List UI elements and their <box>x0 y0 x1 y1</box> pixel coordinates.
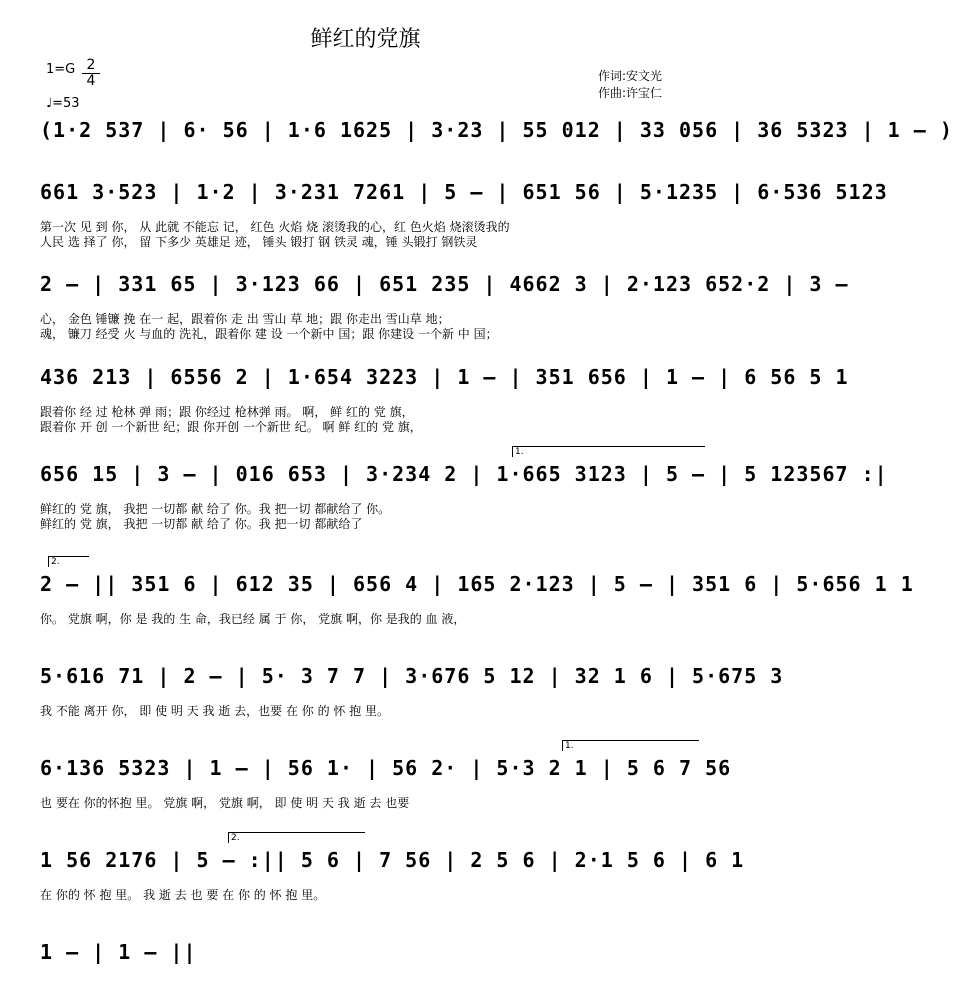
notation-line: 6·136 5323 | 1 — | 56 1· | 56 2· | 5·3 2 1 | 5 6 7 56 <box>40 756 732 780</box>
notation-line: 2 — || 351 6 | 612 35 | 656 4 | 165 2·123 | 5 — | 351 6 | 5·656 1 1 <box>40 572 914 596</box>
song-title: 鲜红的党旗 <box>310 27 421 52</box>
volta-1: 1. <box>562 740 699 751</box>
lyric-verse-1: 鲜红的 党 旗， 我把 一切都 献 给了 你。我 把一切 都献给了 你。 <box>40 502 391 516</box>
lyric-verse-1: 跟着你 经 过 枪林 弹 雨；跟 你经过 枪林弹 雨。 啊， 鲜 红的 党 旗， <box>40 405 414 419</box>
lyric-verse-2: 跟着你 开 创 一个新世 纪；跟 你开创 一个新世 纪。 啊 鲜 红的 党 旗， <box>40 420 422 434</box>
lyric-refrain: 你。 党旗 啊，你 是 我的 生 命，我已经 属 于 你， 党旗 啊，你 是我的 血 液， <box>40 612 466 626</box>
tempo-marking: ♩=53 <box>46 96 80 111</box>
time-signature <box>82 58 100 89</box>
notation-line: 1 — | 1 — || <box>40 940 197 964</box>
time-signature-top: 2 <box>86 57 96 73</box>
notation-line: 2 — | 331 65 | 3·123 66 | 651 235 | 4662 3 | 2·123 652·2 | 3 — <box>40 272 849 296</box>
lyric-verse-2: 魂， 镰刀 经受 火 与血的 洗礼，跟着你 建 设 一个新中 国；跟 你建设 一个新 中 国； <box>40 327 498 341</box>
lyric-refrain: 也 要在 你的怀抱 里。 党旗 啊， 党旗 啊， 即 使 明 天 我 逝 去 也要 <box>40 796 410 810</box>
key-signature-block <box>46 57 96 111</box>
key-signature: 1=G <box>46 62 76 77</box>
notation-line: (1·2 537 | 6· 56 | 1·6 1625 | 3·23 | 55 012 | 33 056 | 36 5323 | 1 — ) <box>40 118 953 142</box>
lyric-refrain: 在 你的 怀 抱 里。 我 逝 去 也 要 在 你 的 怀 抱 里。 <box>40 888 326 902</box>
volta-2: 2. <box>228 832 365 843</box>
lyric-verse-2: 鲜红的 党 旗， 我把 一切都 献 给了 你。我 把一切 都献给了 <box>40 517 363 531</box>
notation-line: 436 213 | 6556 2 | 1·654 3223 | 1 — | 351 656 | 1 — | 6 56 5 1 <box>40 365 849 389</box>
time-signature-bottom: 4 <box>82 73 100 89</box>
composer: 作曲:许宝仁 <box>598 86 663 100</box>
lyricist: 作词:安文光 <box>598 69 663 83</box>
notation-line: 5·616 71 | 2 — | 5· 3 7 7 | 3·676 5 12 | 32 1 6 | 5·675 3 <box>40 664 784 688</box>
notation-line: 1 56 2176 | 5 — :|| 5 6 | 7 56 | 2 5 6 | 2·1 5 6 | 6 1 <box>40 848 745 872</box>
lyric-verse-1: 心， 金色 锤镰 挽 在一 起，跟着你 走 出 雪山 草 地；跟 你走出 雪山草 地； <box>40 312 450 326</box>
credits <box>598 68 662 102</box>
volta-2: 2. <box>48 556 89 567</box>
lyric-verse-2: 人民 选 择了 你， 留 下多少 英雄足 迹， 锤头 锻打 钢 铁灵 魂，锤 头锻打 钢铁灵 <box>40 235 478 249</box>
volta-1: 1. <box>512 446 705 457</box>
lyric-verse-1: 第一次 见 到 你， 从 此就 不能忘 记， 红色 火焰 烧 滚烫我的心，红 色火焰 烧滚烫我的 <box>40 220 510 234</box>
notation-line: 656 15 | 3 — | 016 653 | 3·234 2 | 1·665 3123 | 5 — | 5 123567 :| <box>40 462 888 486</box>
lyric-refrain: 我 不能 离开 你， 即 使 明 天 我 逝 去，也要 在 你 的 怀 抱 里。 <box>40 704 390 718</box>
notation-line: 661 3·523 | 1·2 | 3·231 7261 | 5 — | 651 56 | 5·1235 | 6·536 5123 <box>40 180 888 204</box>
